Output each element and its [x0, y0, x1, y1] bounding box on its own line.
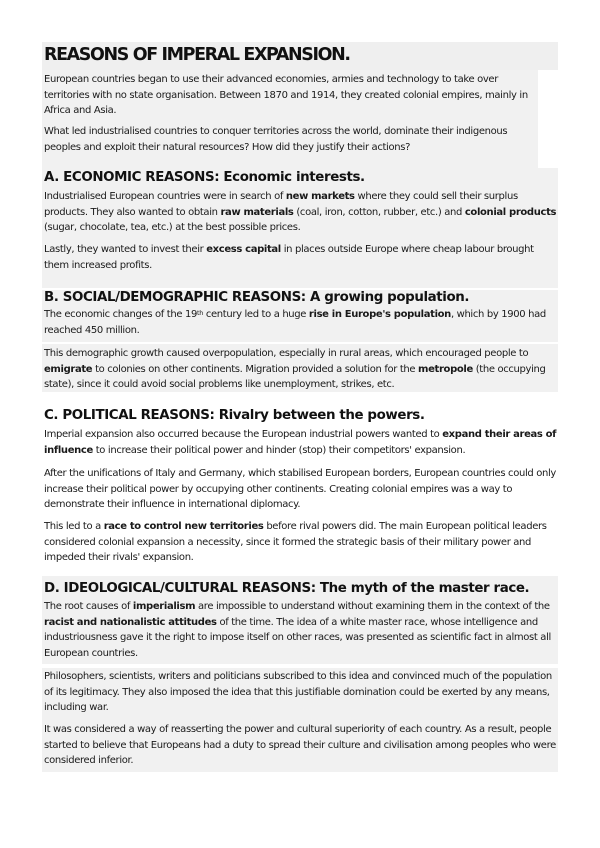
section-c-paragraph-3: This led to a race to control new territories before rival powers did. The main European political leaders considered colonial expansion a necessity, since it formed the strategic basis of their military power and impeded their rivals' expansion. [44, 521, 547, 563]
section-a-paragraph-2: Lastly, they wanted to invest their excess capital in places outside Europe where cheap labour brought them increased profits. [44, 244, 534, 271]
page-title: REASONS OF IMPERAL EXPANSION. [44, 44, 350, 65]
section-a-paragraph-1: Industrialised European countries were in search of new markets where they could sell their surplus products. They also wanted to obtain raw materials (coal, iron, cotton, rubber, etc.) and colonial products (sugar, chocolate, tea, etc.) at the best possible prices. [44, 191, 557, 233]
section-b-paragraph-2: This demographic growth caused overpopulation, especially in rural areas, which encouraged people to emigrate to colonies on other continents. Migration provided a solution for the metropole (the occupying state), since it could avoid social problems like unemployment, strikes, etc. [44, 348, 546, 390]
section-c-paragraph-1: Imperial expansion also occurred because the European industrial powers wanted to expand their areas of influence to increase their political power and hinder (stop) their competitors' expansion. [44, 429, 557, 456]
intro-paragraph-2: What led industrialised countries to conquer territories across the world, dominate their indigenous peoples and exploit their natural resources? How did they justify their actions? [44, 126, 508, 153]
section-d-heading: D. IDEOLOGICAL/CULTURAL REASONS: The myth of the master race. [44, 581, 530, 596]
section-d-paragraph-3: It was considered a way of reasserting the power and cultural superiority of each country. As a result, people started to believe that Europeans had a duty to spread their culture and civilisation among peoples who were considered inferior. [44, 724, 556, 766]
intro-paragraph-1: European countries began to use their advanced economies, armies and technology to take over territories with no state organisation. Between 1870 and 1914, they created colonial empires, mainly in Africa and Asia. [44, 74, 528, 116]
section-c-heading: C. POLITICAL REASONS: Rivalry between the powers. [44, 408, 425, 423]
section-b-paragraph-1: The economic changes of the 19th century led to a huge rise in Europe's population, which by 1900 had reached 450 million. [44, 309, 546, 336]
section-d-paragraph-2: Philosophers, scientists, writers and politicians subscribed to this idea and convinced much of the population of its legitimacy. They also imposed the idea that this justifiable domination could be exerted by any means, including war. [44, 671, 552, 713]
section-b-heading: B. SOCIAL/DEMOGRAPHIC REASONS: A growing population. [44, 290, 470, 305]
section-d-paragraph-1: The root causes of imperialism are impossible to understand without examining them in the context of the racist and nationalistic attitudes of the time. The idea of a white master race, whose intelligence and industriousness gave it the right to impose itself on other races, was presented as scientific fact in almost all European countries. [44, 601, 551, 659]
section-c-paragraph-2: After the unifications of Italy and Germany, which stabilised European borders, European countries could only increase their political power by occupying other continents. Creating colonial empires was a way to demonstrate their influence in international diplomacy. [44, 468, 556, 510]
section-a-heading: A. ECONOMIC REASONS: Economic interests. [44, 170, 365, 185]
